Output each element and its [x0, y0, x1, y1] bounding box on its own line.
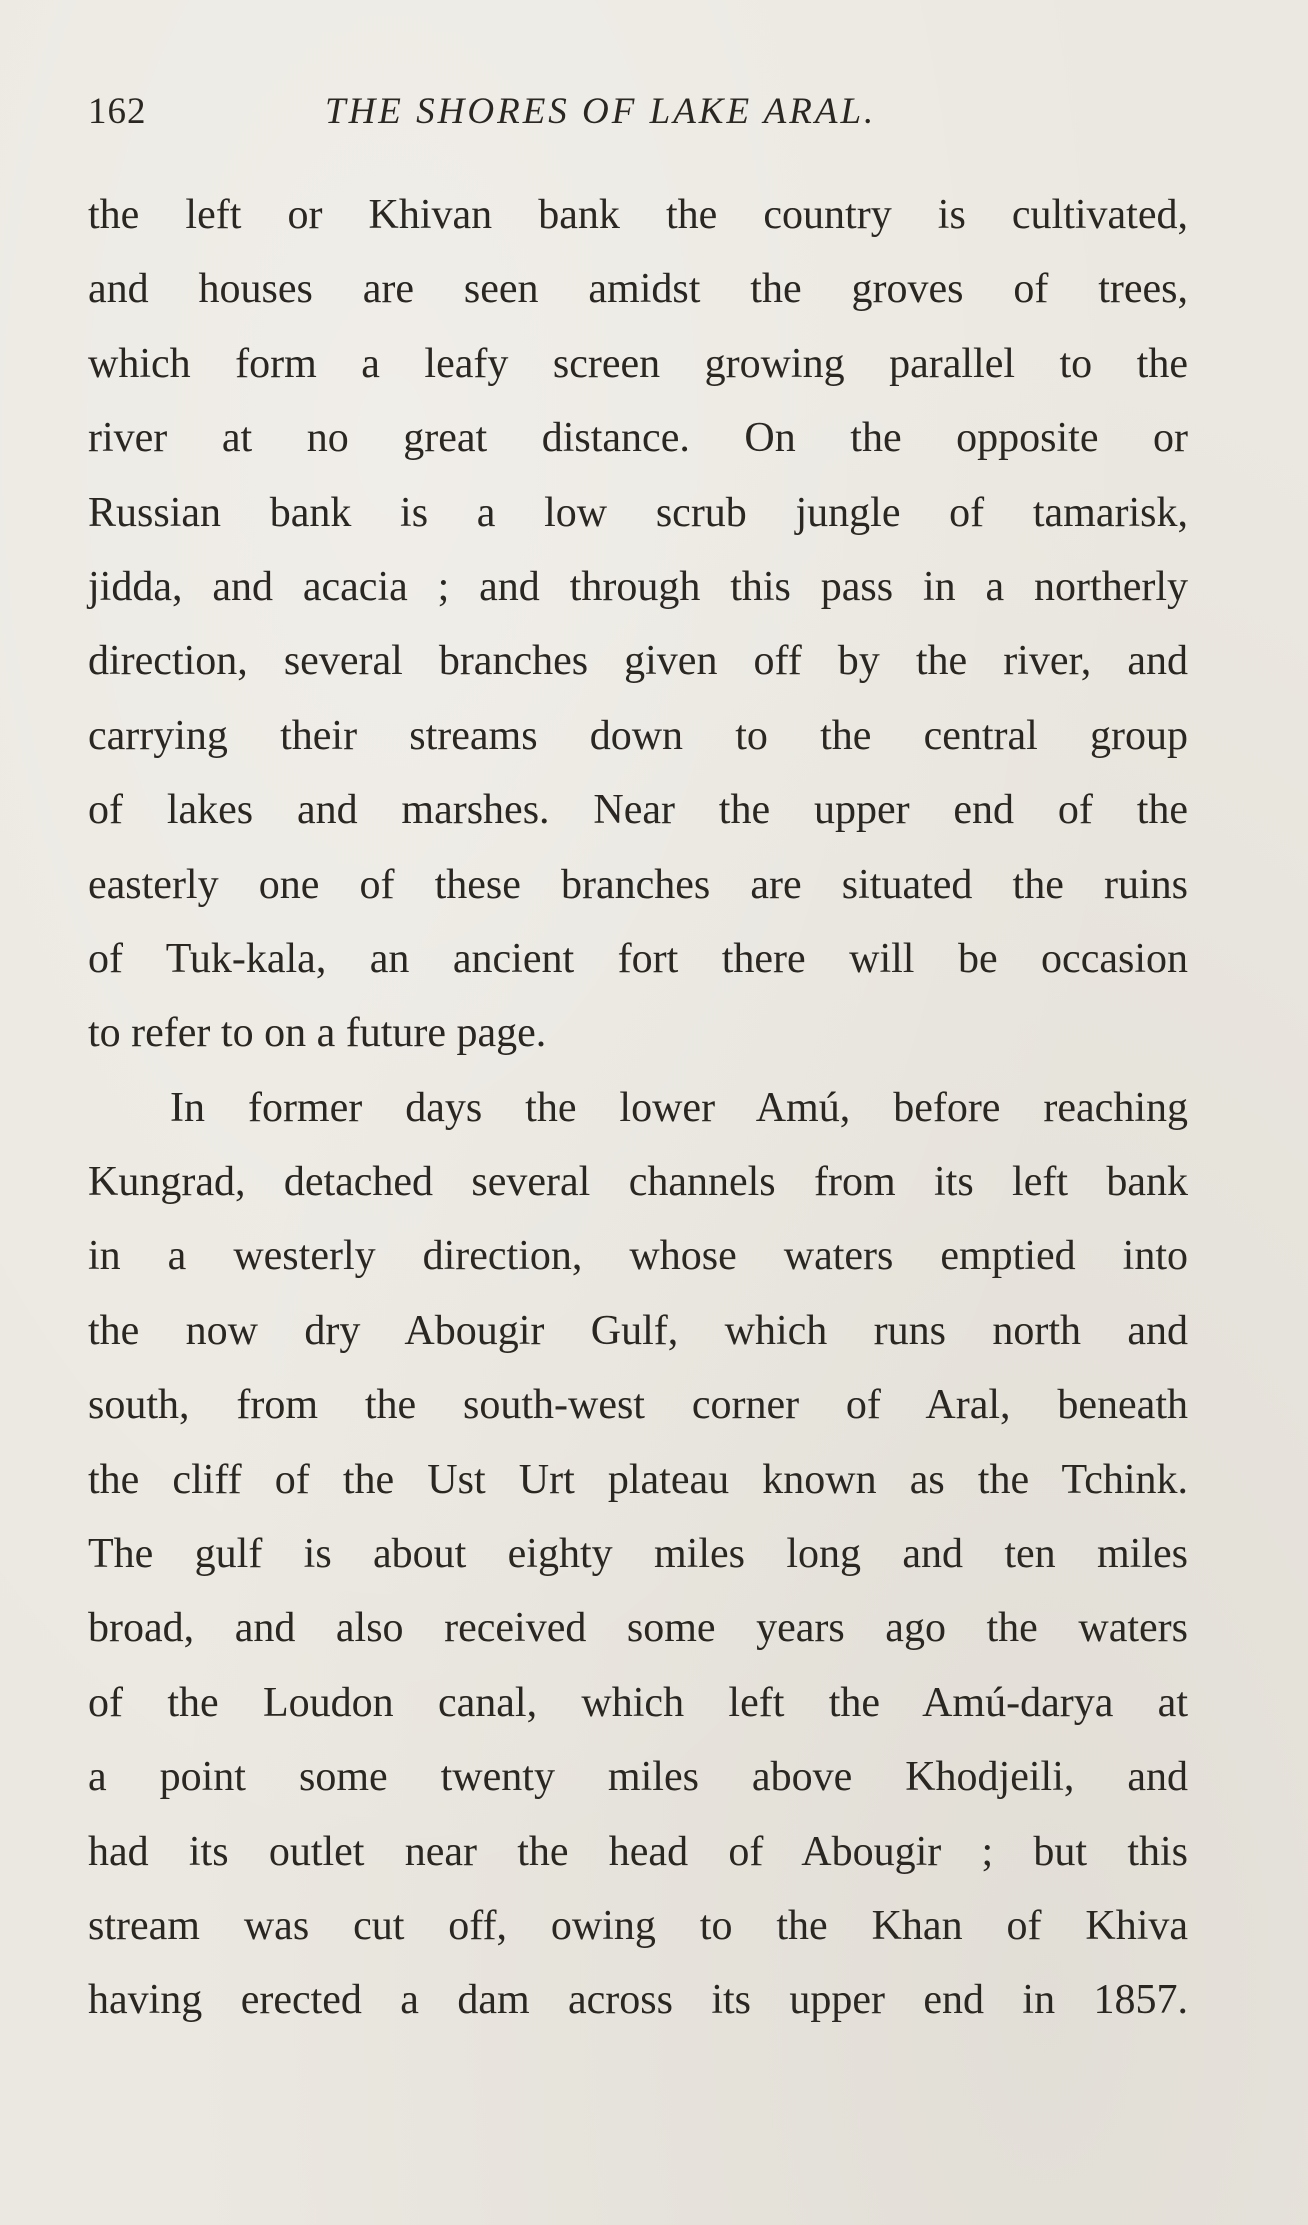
text-line: the left or Khivan bank the country is cultivated, [88, 192, 1188, 238]
text-line: a point some twenty miles above Khodjeili, and [88, 1754, 1188, 1801]
text-line: the cliff of the Ust Urt plateau known as the Tchink. [88, 1456, 1188, 1503]
page-number: 162 [88, 91, 147, 132]
text-line: having erected a dam across its upper end in 1857. [88, 1977, 1188, 2024]
paragraph-end-line: to refer to on a future page. [88, 1010, 547, 1057]
text-line: and houses are seen amidst the groves of trees, [88, 266, 1188, 313]
text-line: carrying their streams down to the central group [88, 712, 1188, 759]
running-title: THE SHORES OF LAKE ARAL. [325, 91, 877, 132]
body-text [88, 178, 1188, 2038]
text-line: of lakes and marshes. Near the upper end of the [88, 787, 1188, 834]
text-line: had its outlet near the head of Abougir ; but this [88, 1828, 1188, 1875]
text-line: Kungrad, detached several channels from its left bank [88, 1159, 1188, 1206]
text-line: of Tuk-kala, an ancient fort there will be occasion [88, 935, 1188, 982]
text-line: easterly one of these branches are situated the ruins [88, 861, 1188, 908]
text-line: which form a leafy screen growing parallel to the [88, 340, 1188, 387]
text-line: broad, and also received some years ago the waters [88, 1605, 1188, 1652]
text-line: direction, several branches given off by the river, and [88, 638, 1188, 685]
text-line: stream was cut off, owing to the Khan of Khiva [88, 1902, 1188, 1949]
text-line: in a westerly direction, whose waters emptied into [88, 1233, 1188, 1280]
text-line: jidda, and acacia ; and through this pass in a northerly [88, 563, 1188, 610]
text-line: Russian bank is a low scrub jungle of tamarisk, [88, 489, 1188, 536]
paragraph-start-line: In former days the lower Amú, before reaching [170, 1084, 1188, 1131]
text-line: south, from the south-west corner of Aral, beneath [88, 1382, 1188, 1429]
text-line: river at no great distance. On the opposite or [88, 415, 1188, 462]
text-line: the now dry Abougir Gulf, which runs north and [88, 1307, 1188, 1354]
running-head [88, 82, 1188, 142]
text-line: of the Loudon canal, which left the Amú-darya at [88, 1679, 1188, 1726]
text-line: The gulf is about eighty miles long and ten miles [88, 1531, 1188, 1578]
